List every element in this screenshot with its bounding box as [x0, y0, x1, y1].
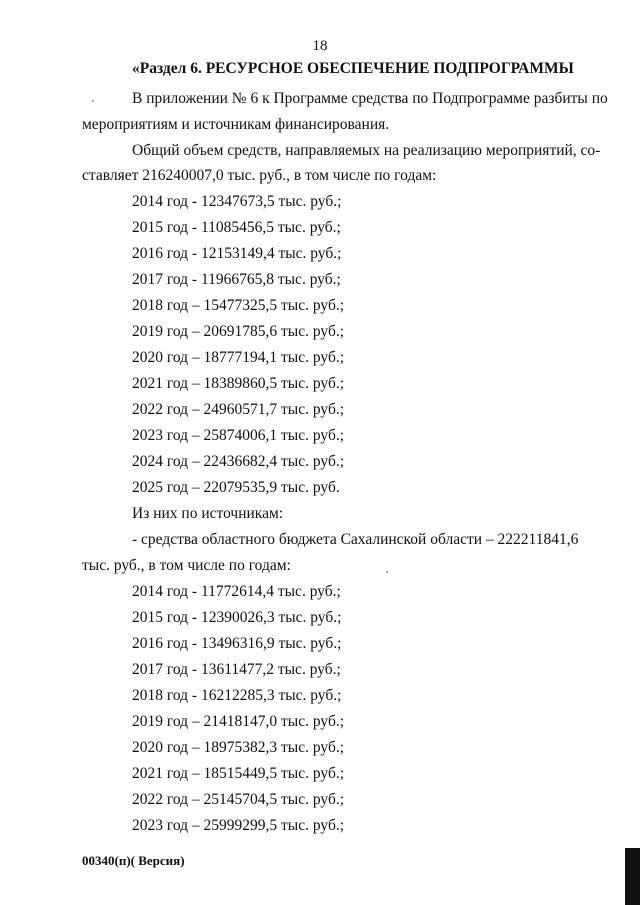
list-item: 2016 год - 13496316,9 тыс. руб.;: [132, 635, 342, 652]
page-number: 18: [312, 38, 328, 54]
list-item: 2020 год – 18975382,3 тыс. руб.;: [132, 739, 345, 756]
scan-speck: [92, 100, 94, 102]
list-item: 2017 год - 13611477,2 тыс. руб.;: [132, 661, 341, 678]
list-item: 2014 год - 11772614,4 тыс. руб.;: [132, 583, 341, 600]
section-title: «Раздел 6. РЕСУРСНОЕ ОБЕСПЕЧЕНИЕ ПОДПРОГРАММЫ: [132, 60, 574, 77]
list-item: 2025 год – 22079535,9 тыс. руб.: [132, 479, 340, 496]
intro-paragraph-line-1: [132, 90, 608, 108]
total-paragraph-line-2: ставляет 216240007,0 тыс. руб., в том числе по годам:: [82, 167, 437, 184]
list-item: 2018 год – 15477325,5 тыс. руб.;: [132, 297, 345, 314]
document-footer-code: 00340(п)( Версия): [82, 853, 185, 868]
scan-edge-mark: [625, 848, 640, 905]
intro-paragraph-line-2: мероприятиям и источникам финансирования.: [82, 116, 390, 133]
list-item: 2015 год - 12390026,3 тыс. руб.;: [132, 609, 342, 626]
list-item: 2023 год – 25874006,1 тыс. руб.;: [132, 427, 345, 444]
list-item: 2015 год - 11085456,5 тыс. руб.;: [132, 219, 341, 236]
list-item: 2020 год – 18777194,1 тыс. руб.;: [132, 349, 345, 366]
regional-budget-line-2: тыс. руб., в том числе по годам:: [82, 557, 291, 574]
total-paragraph-line-1: Общий объем средств, направляемых на реализацию мероприятий, со-: [132, 142, 601, 159]
list-item: 2021 год – 18515449,5 тыс. руб.;: [132, 765, 345, 782]
intro-line-1-text: В приложении № 6 к Программе средства по Подпрограмме разбиты по: [132, 90, 608, 107]
sources-heading: Из них по источникам:: [132, 505, 284, 522]
list-item: 2022 год – 24960571,7 тыс. руб.;: [132, 401, 345, 418]
list-item: 2024 год – 22436682,4 тыс. руб.;: [132, 453, 345, 470]
list-item: 2023 год – 25999299,5 тыс. руб.;: [132, 817, 345, 834]
list-item: 2021 год – 18389860,5 тыс. руб.;: [132, 375, 345, 392]
list-item: 2022 год – 25145704,5 тыс. руб.;: [132, 791, 345, 808]
list-item: 2019 год – 21418147,0 тыс. руб.;: [132, 713, 345, 730]
list-item: 2017 год - 11966765,8 тыс. руб.;: [132, 271, 341, 288]
scan-speck: [386, 571, 388, 573]
list-item: 2014 год - 12347673,5 тыс. руб.;: [132, 193, 342, 210]
list-item: 2019 год – 20691785,6 тыс. руб.;: [132, 323, 345, 340]
regional-budget-line-1: - средства областного бюджета Сахалинской области – 222211841,6: [132, 531, 579, 548]
list-item: 2018 год - 16212285,3 тыс. руб.;: [132, 687, 342, 704]
list-item: 2016 год - 12153149,4 тыс. руб.;: [132, 245, 342, 262]
